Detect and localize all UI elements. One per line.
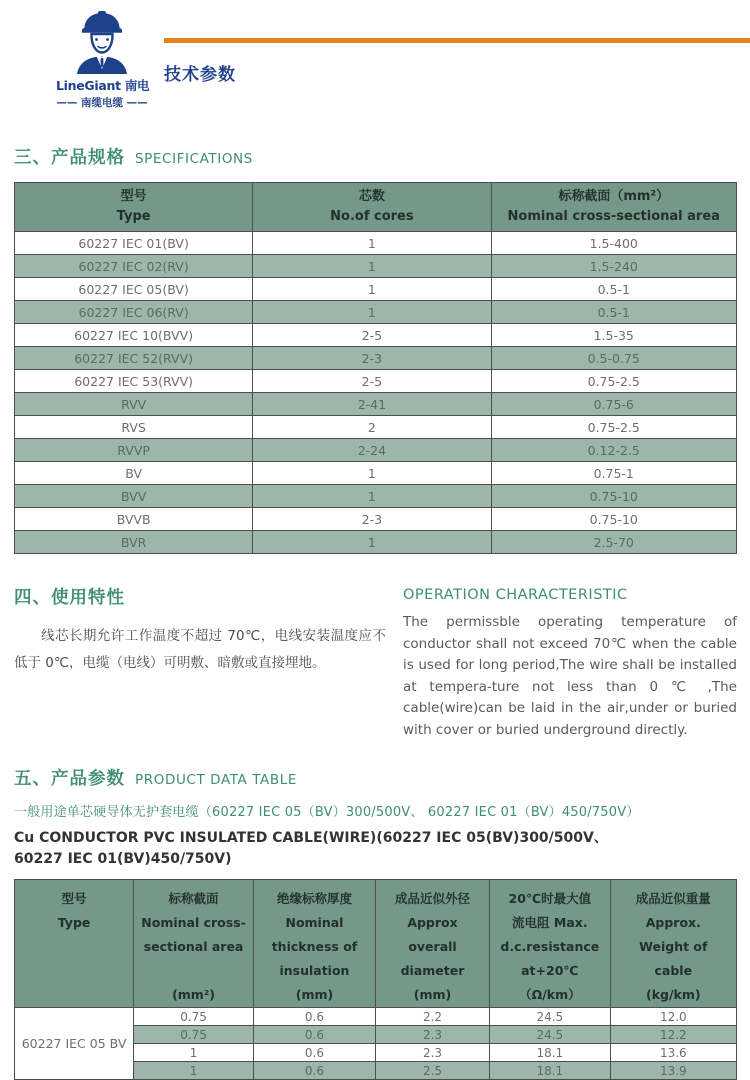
pdt-header-row xyxy=(15,880,737,1008)
worker-icon xyxy=(68,10,136,76)
section-title-zh: 五、产品参数 xyxy=(14,769,125,789)
table-cell: BV xyxy=(15,462,253,485)
table-cell: 12.2 xyxy=(610,1026,736,1044)
table-cell: 1 xyxy=(253,301,491,324)
table-cell: 18.1 xyxy=(490,1044,611,1062)
header-line: at+20℃ xyxy=(521,963,579,978)
header-right xyxy=(164,10,750,85)
pdt-header-cell xyxy=(490,880,611,1008)
pdt-header-cell xyxy=(15,880,134,1008)
pdt-header-cell xyxy=(134,880,254,1008)
product-subtitle-en-line2: 60227 IEC 01(BV)450/750V) xyxy=(14,851,232,867)
table-cell: 1 xyxy=(134,1044,254,1062)
table-cell: 0.75-2.5 xyxy=(491,370,737,393)
table-cell: 1 xyxy=(253,531,491,554)
table-cell: 2-3 xyxy=(253,508,491,531)
table-cell: 0.75-6 xyxy=(491,393,737,416)
spec-table-row xyxy=(15,324,737,347)
table-cell: 60227 IEC 53(RVV) xyxy=(15,370,253,393)
table-cell: 1 xyxy=(134,1062,254,1080)
usage-zh-column xyxy=(14,584,386,741)
table-cell: 1.5-400 xyxy=(491,232,737,255)
section-title-en: SPECIFICATIONS xyxy=(135,151,253,167)
header-line: (kg/km) xyxy=(646,987,701,1002)
usage-en-text: The permissble operating temperature of conductor shall not exceed 70℃ when the cable is used for long period,The wire shall be installed at tempera-ture not less than 0 ℃ ,The cable(wire)can be laid in the air,under or buried with cover or buried underground directly. xyxy=(403,614,737,738)
product-data-table-head xyxy=(15,880,737,1008)
header-row xyxy=(15,183,737,232)
header-zh: 型号 xyxy=(120,189,147,204)
header-line: 20℃时最大值 xyxy=(508,891,592,906)
brand-logo xyxy=(56,10,148,110)
header-line: 绝缘标称厚度 xyxy=(276,891,352,906)
table-cell: RVV xyxy=(15,393,253,416)
table-cell: 0.75-2.5 xyxy=(491,416,737,439)
table-cell: 60227 IEC 01(BV) xyxy=(15,232,253,255)
table-cell: 2.5 xyxy=(375,1062,489,1080)
table-cell: 24.5 xyxy=(490,1026,611,1044)
spec-table-row xyxy=(15,439,737,462)
table-cell: 1 xyxy=(253,278,491,301)
table-cell: 1.5-35 xyxy=(491,324,737,347)
table-cell: 2-3 xyxy=(253,347,491,370)
header-line: Approx. xyxy=(645,915,701,930)
usage-zh-text: 线芯长期允许工作温度不超过 70℃，电线安装温度应不低于 0℃，电缆（电线）可明敷、暗敷或直接埋地。 xyxy=(14,628,386,671)
spec-table-body xyxy=(15,232,737,554)
header-line: insulation xyxy=(279,963,350,978)
usage-en-column xyxy=(403,584,737,741)
table-cell: 1.5-240 xyxy=(491,255,737,278)
table-cell: 2-24 xyxy=(253,439,491,462)
table-cell: 0.6 xyxy=(253,1008,375,1026)
spec-table-row xyxy=(15,531,737,554)
table-cell: 1 xyxy=(253,462,491,485)
section-title-zh: 四、使用特性 xyxy=(14,588,125,608)
table-cell: 0.75-1 xyxy=(491,462,737,485)
spec-table-row xyxy=(15,347,737,370)
spec-table-row xyxy=(15,508,737,531)
spec-table-row xyxy=(15,485,737,508)
section-specifications-heading xyxy=(14,144,737,169)
table-cell: 0.6 xyxy=(253,1026,375,1044)
pdt-table-row xyxy=(15,1008,737,1026)
orange-divider xyxy=(164,38,750,43)
header-line: (mm) xyxy=(295,987,334,1002)
table-cell: 2-5 xyxy=(253,324,491,347)
spec-table-row xyxy=(15,278,737,301)
header-line: (mm²) xyxy=(172,987,216,1002)
spec-table-row xyxy=(15,232,737,255)
table-cell: 2 xyxy=(253,416,491,439)
table-cell: 1 xyxy=(253,255,491,278)
brand-name: LineGiant 南电 xyxy=(56,78,150,93)
table-cell: 0.75-10 xyxy=(491,485,737,508)
pdt-table-body xyxy=(15,1008,737,1080)
header-line: 流电阻 Max. xyxy=(512,915,588,930)
header-line: Nominal cross- xyxy=(141,915,246,930)
product-subtitle-zh: 一般用途单芯硬导体无护套电缆（60227 IEC 05（BV）300/500V、 60227 IEC 01（BV）450/750V） xyxy=(14,805,640,820)
table-cell: 13.6 xyxy=(610,1044,736,1062)
table-cell: 2.3 xyxy=(375,1044,489,1062)
specifications-table xyxy=(14,182,737,554)
brand-subname: —— 南缆电缆 —— xyxy=(56,97,148,109)
specifications-table-head xyxy=(15,183,737,232)
spec-table-row xyxy=(15,462,737,485)
section-product-data xyxy=(14,765,737,1080)
spec-table-row xyxy=(15,416,737,439)
header-en: No.of cores xyxy=(330,209,414,224)
header-line: Type xyxy=(57,915,91,930)
table-cell: RVVP xyxy=(15,439,253,462)
table-cell: 2.2 xyxy=(375,1008,489,1026)
product-subtitle-en xyxy=(14,828,737,870)
header-line xyxy=(134,959,253,983)
page-content xyxy=(0,144,750,1080)
table-cell: 0.75 xyxy=(134,1026,254,1044)
section-title-en: PRODUCT DATA TABLE xyxy=(135,772,298,788)
header-zh: 芯数 xyxy=(358,189,385,204)
table-cell: 60227 IEC 06(RV) xyxy=(15,301,253,324)
section-product-data-heading xyxy=(14,765,737,790)
table-cell: 2-5 xyxy=(253,370,491,393)
table-cell: 13.9 xyxy=(610,1062,736,1080)
header-line: Weight of xyxy=(639,939,708,954)
header-line: 成品近似重量 xyxy=(635,891,711,906)
table-cell: 60227 IEC 05(BV) xyxy=(15,278,253,301)
spec-table-row xyxy=(15,370,737,393)
table-cell: 0.5-1 xyxy=(491,301,737,324)
header-line: cable xyxy=(654,963,693,978)
table-cell: 2.3 xyxy=(375,1026,489,1044)
table-cell: 0.12-2.5 xyxy=(491,439,737,462)
spec-table-row xyxy=(15,301,737,324)
type-group-cell: 60227 IEC 05 BV xyxy=(15,1008,134,1080)
header-en: Type xyxy=(116,209,151,224)
table-cell: RVS xyxy=(15,416,253,439)
pdt-header-cell xyxy=(610,880,736,1008)
table-cell: 0.75-10 xyxy=(491,508,737,531)
header-line: sectional area xyxy=(143,939,244,954)
header-line: Approx xyxy=(407,915,458,930)
section-title-zh: 三、产品规格 xyxy=(14,148,125,168)
header-cell-area xyxy=(491,183,737,232)
table-cell: 1 xyxy=(253,485,491,508)
header-cell-cores xyxy=(253,183,491,232)
table-cell: 12.0 xyxy=(610,1008,736,1026)
header-cell-type xyxy=(15,183,253,232)
header-line: 标称截面 xyxy=(168,891,219,906)
header-line: （Ω/km） xyxy=(519,987,581,1002)
section-specifications xyxy=(14,144,737,554)
usage-en-title: OPERATION CHARACTERISTIC xyxy=(403,587,628,603)
header-en: Nominal cross-sectional area xyxy=(507,209,720,224)
header-line: thickness of xyxy=(271,939,358,954)
table-cell: 60227 IEC 52(RVV) xyxy=(15,347,253,370)
table-cell: 60227 IEC 10(BVV) xyxy=(15,324,253,347)
header-line: overall xyxy=(408,939,457,954)
header-line: diameter xyxy=(400,963,465,978)
header-line: Nominal xyxy=(285,915,344,930)
table-cell: 18.1 xyxy=(490,1062,611,1080)
page-header xyxy=(0,0,750,110)
table-cell: BVVB xyxy=(15,508,253,531)
spec-table-row xyxy=(15,255,737,278)
page-title: 技术参数 xyxy=(164,65,236,85)
table-cell: BVV xyxy=(15,485,253,508)
header-line: 成品近似外径 xyxy=(395,891,471,906)
table-cell: 24.5 xyxy=(490,1008,611,1026)
header-line: d.c.resistance xyxy=(500,939,600,954)
table-cell: 2.5-70 xyxy=(491,531,737,554)
table-cell: 60227 IEC 02(RV) xyxy=(15,255,253,278)
pdt-header-cell xyxy=(253,880,375,1008)
table-cell: 0.6 xyxy=(253,1062,375,1080)
table-cell: 0.5-0.75 xyxy=(491,347,737,370)
pdt-header-cell xyxy=(375,880,489,1008)
table-cell: 0.75 xyxy=(134,1008,254,1026)
table-cell: BVR xyxy=(15,531,253,554)
header-line: 型号 xyxy=(61,891,87,906)
table-cell: 1 xyxy=(253,232,491,255)
table-cell: 0.5-1 xyxy=(491,278,737,301)
table-cell: 0.6 xyxy=(253,1044,375,1062)
table-cell: 2-41 xyxy=(253,393,491,416)
section-usage xyxy=(14,584,737,741)
header-line: (mm) xyxy=(413,987,452,1002)
product-data-table xyxy=(14,879,737,1080)
product-subtitle-en-line1: Cu CONDUCTOR PVC INSULATED CABLE(WIRE)(60227 IEC 05(BV)300/500V、 xyxy=(14,830,608,846)
spec-table-row xyxy=(15,393,737,416)
header-zh: 标称截面（mm²） xyxy=(558,189,670,204)
